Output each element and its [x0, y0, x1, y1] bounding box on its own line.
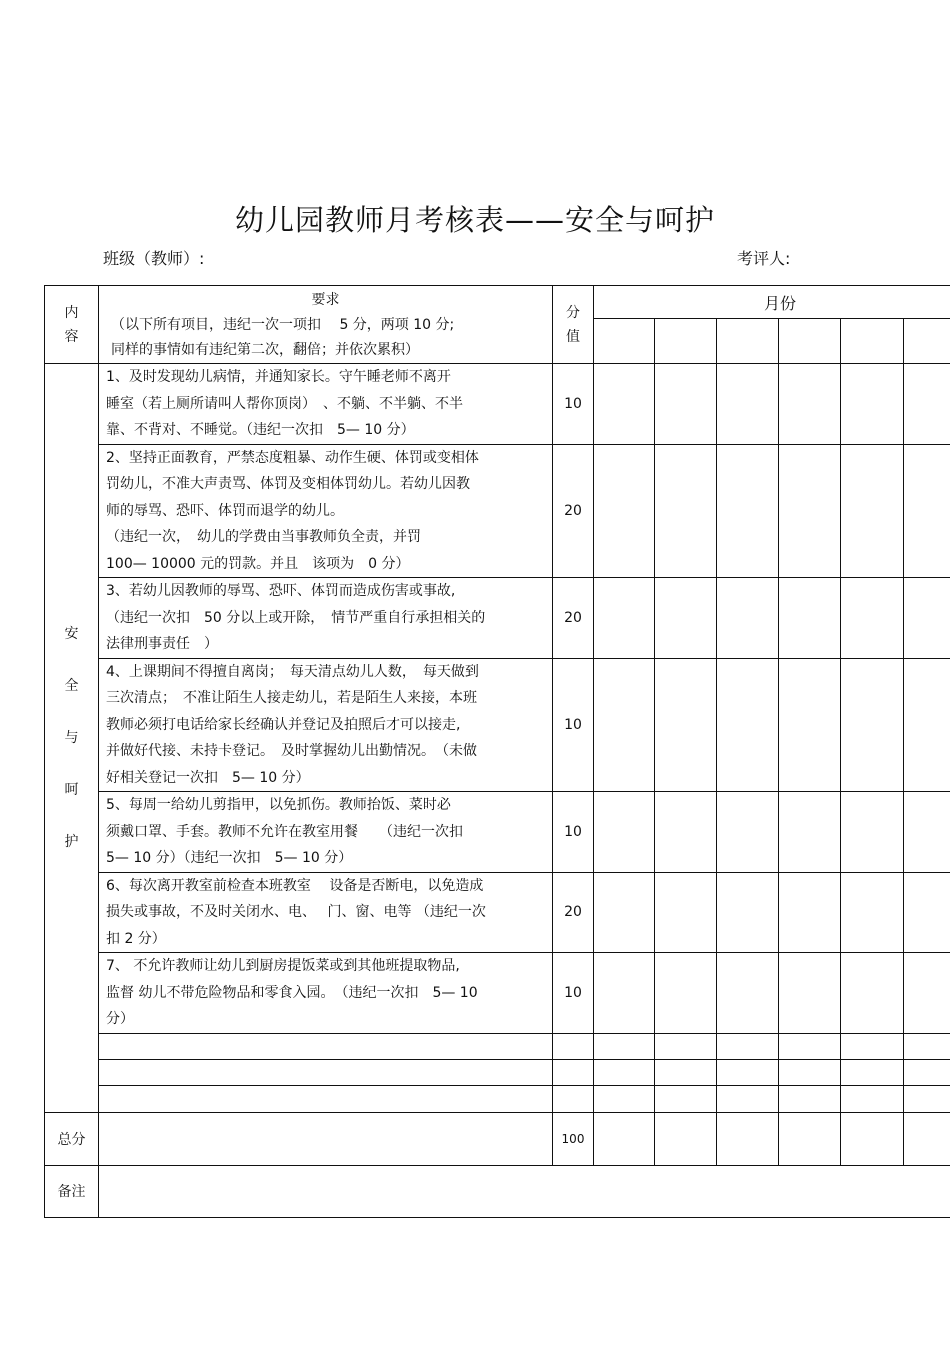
requirement-line: 5、每周一给幼儿剪指甲，以免抓伤。教师抬饭、菜时必	[106, 797, 451, 813]
requirement-line: 监督 幼儿不带危险物品和零食入园。 （违纪一次扣 5— 10	[106, 984, 478, 1001]
month-score-cell[interactable]	[594, 364, 655, 445]
month-score-cell[interactable]	[717, 364, 779, 445]
requirement-line: 三次清点； 不准让陌生人接走幼儿，若是陌生人来接，本班	[106, 690, 477, 706]
month-score-cell[interactable]	[717, 872, 779, 953]
requirement-line: 3、若幼儿因教师的辱骂、恐吓、体罚而造成伤害或事故,	[106, 583, 456, 599]
requirement-line: （违纪一次， 幼儿的学费由当事教师负全责，并罚	[106, 529, 421, 545]
month-score-cell[interactable]	[904, 1033, 950, 1059]
month-score-cell[interactable]	[717, 1085, 779, 1112]
month-score-cell[interactable]	[841, 364, 904, 445]
month-score-cell[interactable]	[841, 953, 904, 1034]
page-title: 幼儿园教师月考核表——安全与呵护	[234, 203, 715, 237]
requirement-line: （违纪一次扣 50 分以上或开除， 情节严重自行承担相关的	[106, 609, 486, 626]
month-score-cell[interactable]	[841, 1059, 904, 1085]
requirement-line: 法律刑事责任 ）	[106, 636, 218, 652]
empty-score-cell[interactable]	[553, 1033, 594, 1059]
requirement-item	[99, 792, 553, 873]
month-score-cell[interactable]	[779, 1059, 841, 1085]
item-score: 20	[553, 872, 594, 953]
month-score-cell[interactable]	[904, 364, 950, 445]
month-score-cell[interactable]	[717, 658, 779, 792]
month-score-cell[interactable]	[655, 1059, 717, 1085]
month-score-cell[interactable]	[779, 578, 841, 659]
month-total-cell[interactable]	[594, 1112, 655, 1165]
requirement-item	[99, 444, 553, 578]
requirement-note-line: （以下所有项目，违纪一次一项扣 5 分，两项 10 分;	[111, 317, 455, 333]
month-score-cell[interactable]	[841, 792, 904, 873]
requirement-line: 教师必须打电话给家长经确认并登记及拍照后才可以接走,	[106, 716, 461, 733]
requirement-line: 4、上课期间不得擅自离岗； 每天清点幼儿人数， 每天做到	[106, 663, 479, 680]
month-score-cell[interactable]	[594, 658, 655, 792]
requirement-line: 睡室（若上厕所请叫人帮你顶岗） 、不躺、不半躺、不半	[106, 395, 463, 412]
month-score-cell[interactable]	[779, 444, 841, 578]
item-score: 20	[553, 578, 594, 659]
class-teacher-label: 班级（教师）:	[103, 249, 205, 268]
score-header-cell	[553, 286, 594, 364]
month-score-cell[interactable]	[594, 792, 655, 873]
requirement-item	[99, 953, 553, 1034]
month-score-cell[interactable]	[655, 364, 717, 445]
month-score-cell[interactable]	[841, 658, 904, 792]
category-char: 全	[64, 677, 79, 694]
total-blank-cell[interactable]	[99, 1112, 553, 1165]
requirement-line: 分）	[106, 1011, 134, 1027]
requirement-line: 2、坚持正面教育，严禁态度粗暴、动作生硬、体罚或变相体	[106, 449, 479, 466]
month-total-cell[interactable]	[717, 1112, 779, 1165]
empty-requirement-cell[interactable]	[99, 1059, 553, 1085]
requirement-title: 要求	[311, 292, 340, 308]
category-cell	[45, 364, 99, 1113]
requirement-item	[99, 578, 553, 659]
month-score-cell[interactable]	[904, 1059, 950, 1085]
category-char: 呵	[64, 781, 79, 798]
month-score-cell[interactable]	[904, 872, 950, 953]
item-score: 10	[553, 792, 594, 873]
requirement-line: 靠、不背对、不睡觉。（违纪一次扣 5— 10 分）	[106, 422, 415, 438]
month-score-cell[interactable]	[655, 1085, 717, 1112]
empty-score-cell[interactable]	[553, 1085, 594, 1112]
requirement-line: 7、 不允许教师让幼儿到厨房提饭菜或到其他班提取物品,	[106, 958, 460, 974]
category-char: 与	[64, 729, 79, 746]
category-char: 护	[64, 833, 79, 850]
month-score-cell[interactable]	[717, 444, 779, 578]
evaluation-table	[44, 285, 950, 1218]
total-label: 总分	[45, 1112, 99, 1165]
month-score-cell[interactable]	[594, 444, 655, 578]
total-score: 100	[553, 1112, 594, 1165]
month-score-cell[interactable]	[594, 953, 655, 1034]
score-header-char: 值	[566, 328, 580, 345]
month-score-cell[interactable]	[904, 792, 950, 873]
month-score-cell[interactable]	[594, 578, 655, 659]
month-score-cell[interactable]	[779, 792, 841, 873]
month-score-cell[interactable]	[779, 1085, 841, 1112]
requirement-line: 5— 10 分）（违纪一次扣 5— 10 分）	[106, 850, 353, 866]
month-score-cell[interactable]	[779, 953, 841, 1034]
month-cell[interactable]	[655, 319, 717, 364]
requirement-item	[99, 658, 553, 792]
month-score-cell[interactable]	[841, 578, 904, 659]
empty-requirement-cell[interactable]	[99, 1085, 553, 1112]
month-cell[interactable]	[717, 319, 779, 364]
item-score: 10	[553, 953, 594, 1034]
month-score-cell[interactable]	[779, 658, 841, 792]
month-score-cell[interactable]	[717, 578, 779, 659]
requirement-line: 100— 10000 元的罚款。并且 该项为 0 分）	[106, 555, 410, 572]
requirement-header-cell	[99, 286, 553, 364]
requirement-line: 损失或事故，不及时关闭水、电、 门、窗、电等 （违纪一次	[106, 904, 486, 920]
month-score-cell[interactable]	[717, 953, 779, 1034]
month-score-cell[interactable]	[655, 953, 717, 1034]
month-score-cell[interactable]	[655, 792, 717, 873]
item-score: 20	[553, 444, 594, 578]
content-header-char: 容	[64, 328, 79, 345]
empty-requirement-cell[interactable]	[99, 1033, 553, 1059]
month-score-cell[interactable]	[655, 444, 717, 578]
month-score-cell[interactable]	[779, 872, 841, 953]
month-score-cell[interactable]	[717, 792, 779, 873]
requirement-line: 1、及时发现幼儿病情，并通知家长。守午睡老师不离开	[106, 369, 451, 385]
content-header-char: 内	[64, 304, 79, 321]
month-score-cell[interactable]	[904, 658, 950, 792]
category-char: 安	[64, 625, 79, 642]
month-score-cell[interactable]	[841, 872, 904, 953]
month-cell[interactable]	[594, 319, 655, 364]
month-score-cell[interactable]	[717, 1033, 779, 1059]
month-cell[interactable]	[779, 319, 841, 364]
month-score-cell[interactable]	[841, 1033, 904, 1059]
requirement-line: 并做好代接、未持卡登记。 及时掌握幼儿出勤情况。 （未做	[106, 743, 477, 759]
month-total-cell[interactable]	[779, 1112, 841, 1165]
month-score-cell[interactable]	[904, 953, 950, 1034]
item-score: 10	[553, 658, 594, 792]
evaluator-label: 考评人:	[737, 249, 791, 268]
month-score-cell[interactable]	[779, 364, 841, 445]
requirement-line: 师的辱骂、恐吓、体罚而退学的幼儿。	[106, 502, 344, 519]
requirement-line: 罚幼儿，不准大声责骂、体罚及变相体罚幼儿。若幼儿因教	[106, 476, 470, 492]
item-score: 10	[553, 364, 594, 445]
month-total-cell[interactable]	[655, 1112, 717, 1165]
content-header-cell	[45, 286, 99, 364]
month-score-cell[interactable]	[841, 444, 904, 578]
month-score-cell[interactable]	[655, 872, 717, 953]
month-cell[interactable]	[841, 319, 904, 364]
month-score-cell[interactable]	[655, 658, 717, 792]
requirement-line: 须戴口罩、手套。教师不允许在教室用餐 （违纪一次扣	[106, 823, 463, 840]
month-score-cell[interactable]	[594, 1085, 655, 1112]
month-score-cell[interactable]	[779, 1033, 841, 1059]
requirement-line: 扣 2 分）	[106, 930, 166, 947]
month-score-cell[interactable]	[717, 1059, 779, 1085]
month-score-cell[interactable]	[594, 1033, 655, 1059]
requirement-line: 好相关登记一次扣 5— 10 分）	[106, 769, 310, 786]
month-score-cell[interactable]	[655, 578, 717, 659]
requirement-note-line: 同样的事情如有违纪第二次，翻倍；并依次累积）	[111, 342, 419, 358]
requirement-item	[99, 872, 553, 953]
month-total-cell[interactable]	[841, 1112, 904, 1165]
month-score-cell[interactable]	[904, 578, 950, 659]
month-score-cell[interactable]	[841, 1085, 904, 1112]
month-total-cell[interactable]	[904, 1112, 950, 1165]
remarks-label: 备注	[45, 1165, 99, 1217]
month-header: 月份	[594, 286, 950, 319]
remarks-field[interactable]	[99, 1165, 950, 1217]
month-score-cell[interactable]	[655, 1033, 717, 1059]
month-score-cell[interactable]	[904, 1085, 950, 1112]
requirement-line: 6、每次离开教室前检查本班教室 设备是否断电，以免造成	[106, 877, 484, 894]
score-header-char: 分	[566, 304, 580, 321]
month-score-cell[interactable]	[594, 872, 655, 953]
requirement-item	[99, 364, 553, 445]
month-score-cell[interactable]	[904, 444, 950, 578]
month-cell[interactable]	[904, 319, 950, 364]
empty-score-cell[interactable]	[553, 1059, 594, 1085]
month-score-cell[interactable]	[594, 1059, 655, 1085]
